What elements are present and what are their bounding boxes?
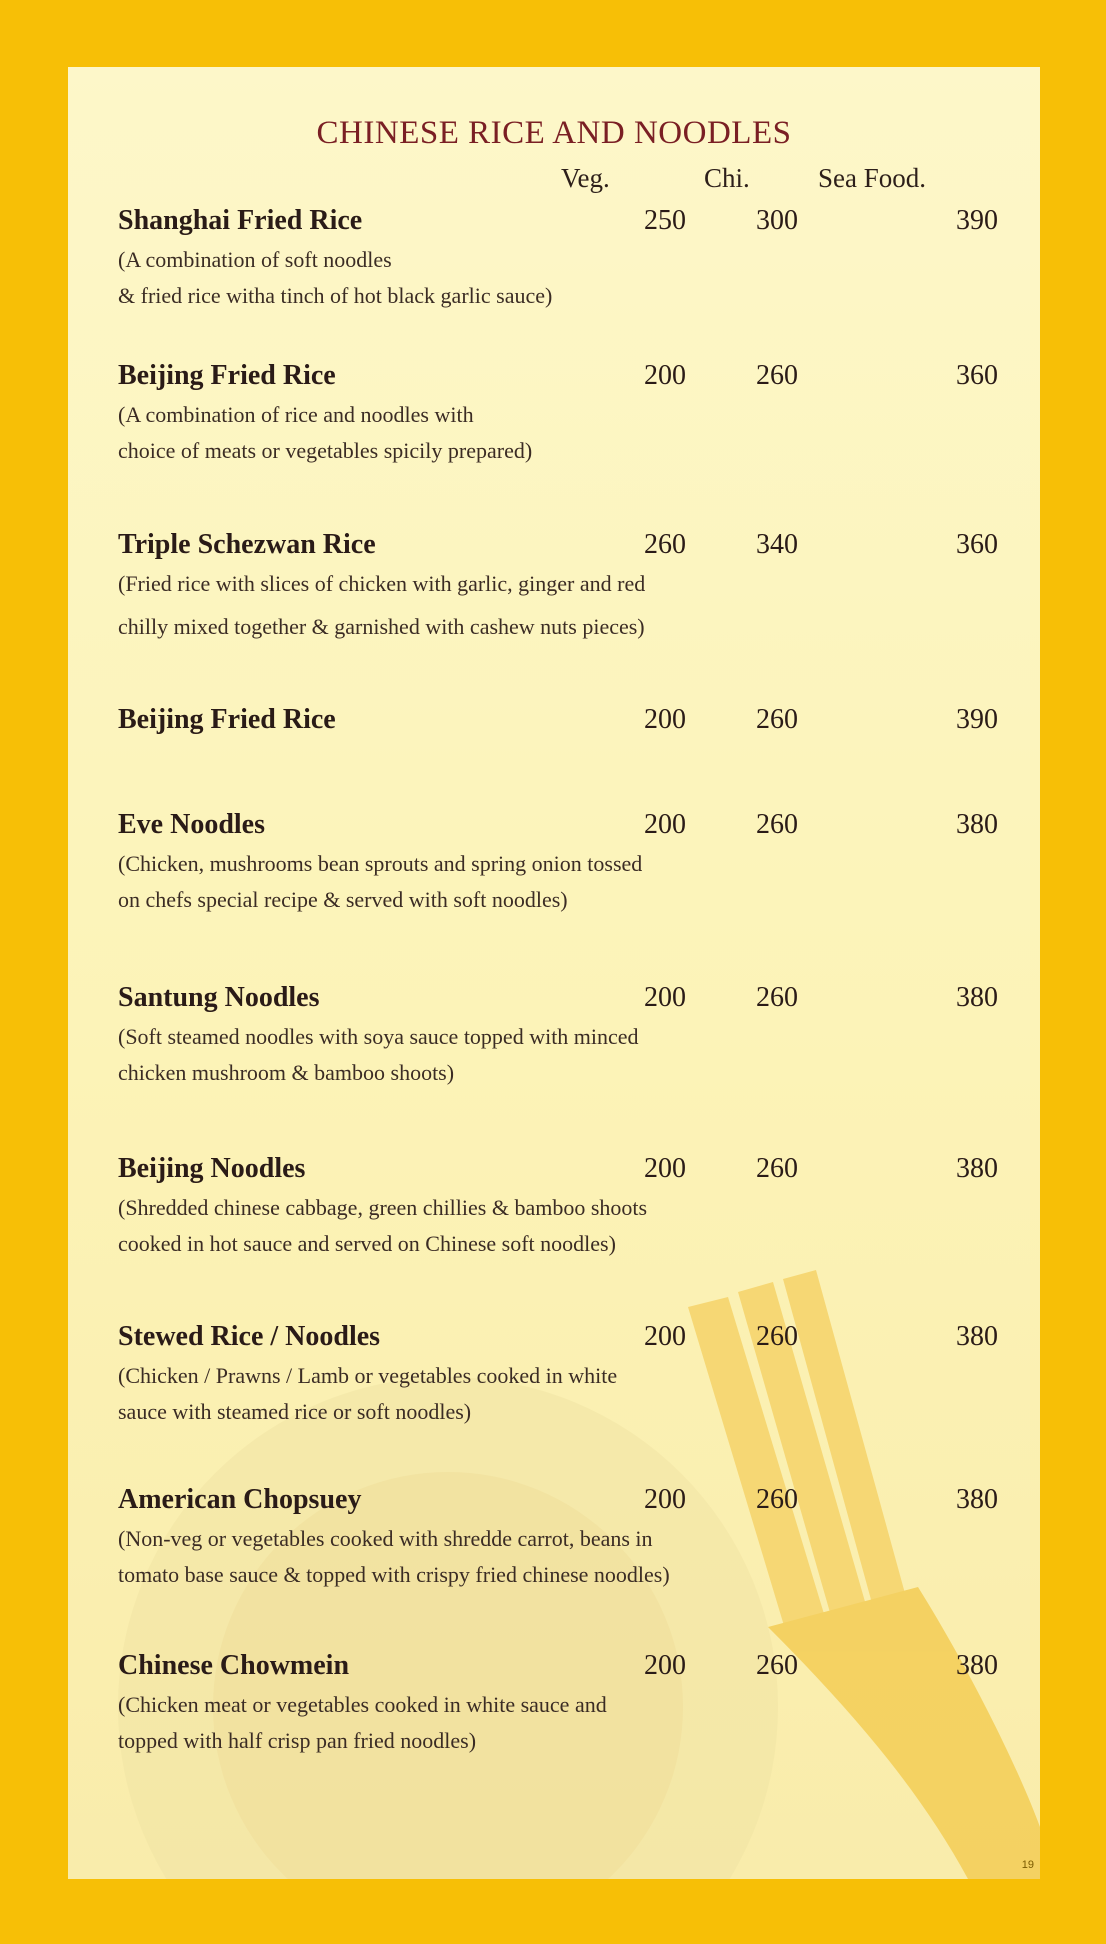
price-sea-food: 380: [956, 1321, 998, 1352]
price-veg: 200: [644, 1650, 686, 1681]
price-sea-food: 360: [956, 529, 998, 560]
price-veg: 200: [644, 1321, 686, 1352]
price-sea-food: 380: [956, 809, 998, 840]
page-number: 19: [1021, 1859, 1034, 1871]
menu-item-description: & fried rice witha tinch of hot black garlic sauce): [118, 283, 553, 308]
menu-item-description: cooked in hot sauce and served on Chinese soft noodles): [118, 1231, 616, 1256]
menu-item-name: Chinese Chowmein: [118, 1650, 350, 1681]
price-chi: 260: [756, 1321, 798, 1352]
column-veg: Veg.: [561, 163, 610, 193]
menu-item-name: Triple Schezwan Rice: [118, 529, 376, 560]
price-veg: 250: [644, 205, 686, 236]
price-sea-food: 380: [956, 1650, 998, 1681]
price-veg: 200: [644, 982, 686, 1013]
price-sea-food: 390: [956, 205, 998, 236]
price-chi: 260: [756, 1484, 798, 1515]
menu-item-description: (Shredded chinese cabbage, green chillies & bamboo shoots: [118, 1195, 648, 1220]
price-veg: 200: [644, 1153, 686, 1184]
menu-item-description: choice of meats or vegetables spicily prepared): [118, 438, 533, 463]
menu-item-name: Eve Noodles: [118, 809, 265, 840]
price-sea-food: 380: [956, 1153, 998, 1184]
price-chi: 340: [756, 529, 798, 560]
price-sea-food: 380: [956, 1484, 998, 1515]
menu-item-description: tomato base sauce & topped with crispy fried chinese noodles): [118, 1562, 670, 1587]
price-veg: 200: [644, 809, 686, 840]
price-veg: 260: [644, 529, 686, 560]
menu-item-description: (A combination of rice and noodles with: [118, 402, 474, 427]
price-veg: 200: [644, 704, 686, 735]
menu-item-name: Shanghai Fried Rice: [118, 205, 363, 236]
price-chi: 260: [756, 809, 798, 840]
price-sea-food: 390: [956, 704, 998, 735]
plate-and-fork-decoration: [68, 67, 1040, 1879]
menu-item-description: (Chicken, mushrooms bean sprouts and spring onion tossed: [118, 851, 643, 876]
menu-item-description: (Soft steamed noodles with soya sauce topped with minced: [118, 1024, 639, 1049]
menu-item-description: topped with half crisp pan fried noodles): [118, 1728, 477, 1753]
price-chi: 260: [756, 982, 798, 1013]
menu-item-description: chilly mixed together & garnished with cashew nuts pieces): [118, 614, 645, 639]
menu-item-name: Beijing Fried Rice: [118, 704, 336, 735]
price-veg: 200: [644, 1484, 686, 1515]
menu-item-description: (Chicken meat or vegetables cooked in white sauce and: [118, 1692, 607, 1717]
menu-item-name: Stewed Rice / Noodles: [118, 1321, 381, 1352]
column-chi: Chi.: [704, 163, 750, 193]
menu-item-description: (A combination of soft noodles: [118, 247, 392, 272]
menu-item-name: American Chopsuey: [118, 1484, 362, 1515]
menu-item-name: Santung Noodles: [118, 982, 320, 1013]
price-chi: 260: [756, 360, 798, 391]
page-title: CHINESE RICE AND NOODLES: [316, 115, 792, 151]
price-sea-food: 360: [956, 360, 998, 391]
menu-item-description: (Chicken / Prawns / Lamb or vegetables cooked in white: [118, 1363, 618, 1388]
price-chi: 260: [756, 704, 798, 735]
menu-item-name: Beijing Fried Rice: [118, 360, 336, 391]
menu-item-description: (Non-veg or vegetables cooked with shredde carrot, beans in: [118, 1526, 653, 1551]
menu-item-description: on chefs special recipe & served with soft noodles): [118, 887, 568, 912]
menu-panel: [68, 67, 1040, 1879]
price-veg: 200: [644, 360, 686, 391]
menu-item-description: sauce with steamed rice or soft noodles): [118, 1399, 472, 1424]
column-sea-food: Sea Food.: [818, 163, 926, 193]
price-chi: 300: [756, 205, 798, 236]
menu-item-description: chicken mushroom & bamboo shoots): [118, 1060, 455, 1085]
price-chi: 260: [756, 1153, 798, 1184]
menu-item-name: Beijing Noodles: [118, 1153, 306, 1184]
price-sea-food: 380: [956, 982, 998, 1013]
price-chi: 260: [756, 1650, 798, 1681]
menu-item-description: (Fried rice with slices of chicken with garlic, ginger and red: [118, 571, 646, 596]
